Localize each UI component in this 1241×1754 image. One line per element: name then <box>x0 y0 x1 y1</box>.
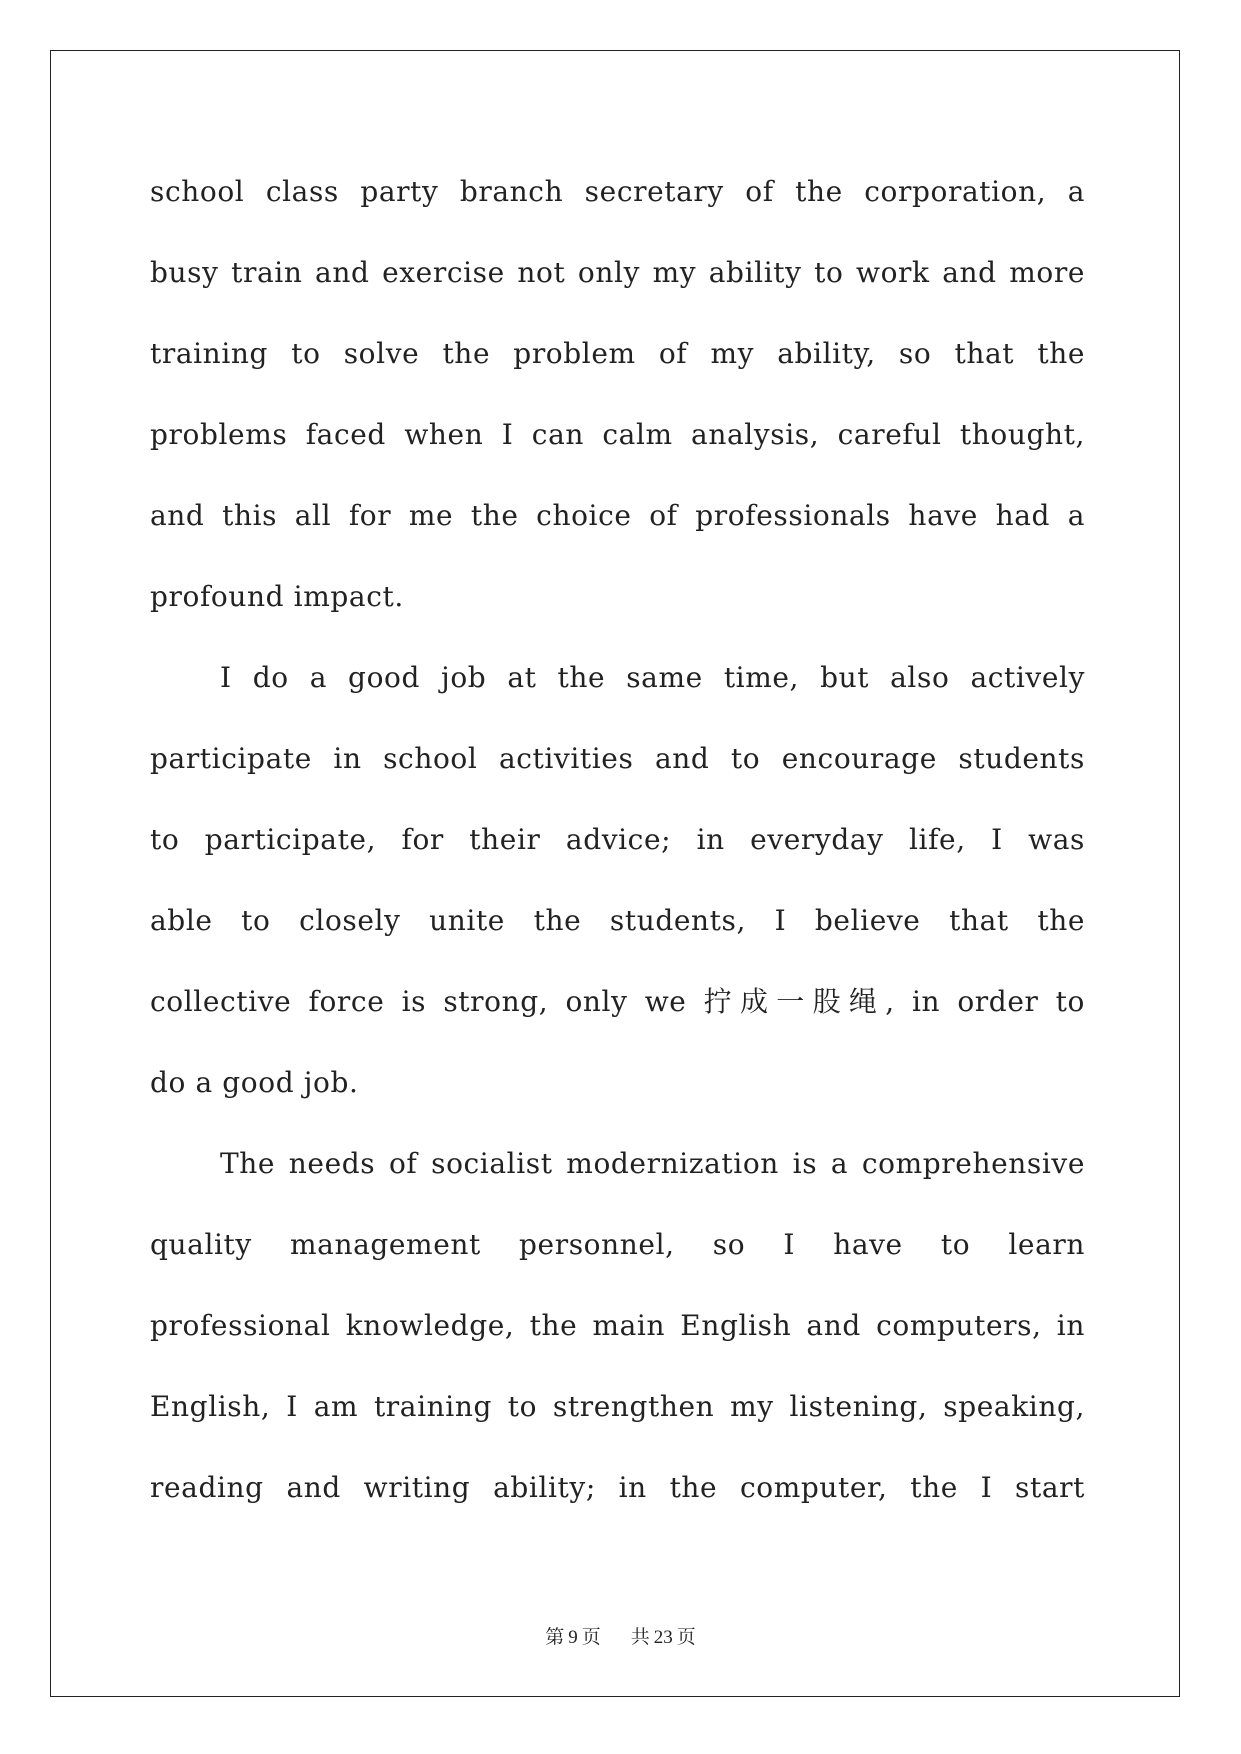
text-line: and this all for me the choice of professionals have had a <box>150 499 1085 532</box>
text-line: English, I am training to strengthen my listening, speaking, <box>150 1390 1085 1423</box>
text-line: professional knowledge, the main English and computers, in <box>150 1309 1085 1342</box>
text-line: training to solve the problem of my ability, so that the <box>150 337 1085 370</box>
document-body <box>150 163 1085 1540</box>
text-line: quality management personnel, so I have to learn <box>150 1228 1085 1261</box>
total-pages: 23 <box>653 1627 673 1648</box>
total-suffix: 页 <box>676 1627 696 1648</box>
text-line: do a good job. <box>150 1066 359 1099</box>
text-line: participate in school activities and to encourage students <box>150 742 1085 775</box>
text-line: I do a good job at the same time, but also actively <box>220 661 1085 694</box>
total-prefix: 共 <box>630 1627 650 1648</box>
text-line: to participate, for their advice; in everyday life, I was <box>150 823 1085 856</box>
page-number: 9 <box>568 1627 578 1648</box>
text-line: school class party branch secretary of the corporation, a <box>150 175 1085 208</box>
text-line: collective force is strong, only we 拧成一股绳, in order to <box>150 985 1085 1018</box>
text-line: The needs of socialist modernization is a comprehensive <box>220 1147 1085 1180</box>
text-line: problems faced when I can calm analysis, careful thought, <box>150 418 1085 451</box>
page-suffix: 页 <box>581 1627 601 1648</box>
text-line: profound impact. <box>150 580 404 613</box>
text-line: able to closely unite the students, I believe that the <box>150 904 1085 937</box>
page-prefix: 第 <box>545 1627 565 1648</box>
text-line: busy train and exercise not only my ability to work and more <box>150 256 1085 289</box>
page-footer <box>0 1622 1241 1649</box>
text-line: reading and writing ability; in the computer, the I start <box>150 1471 1085 1504</box>
